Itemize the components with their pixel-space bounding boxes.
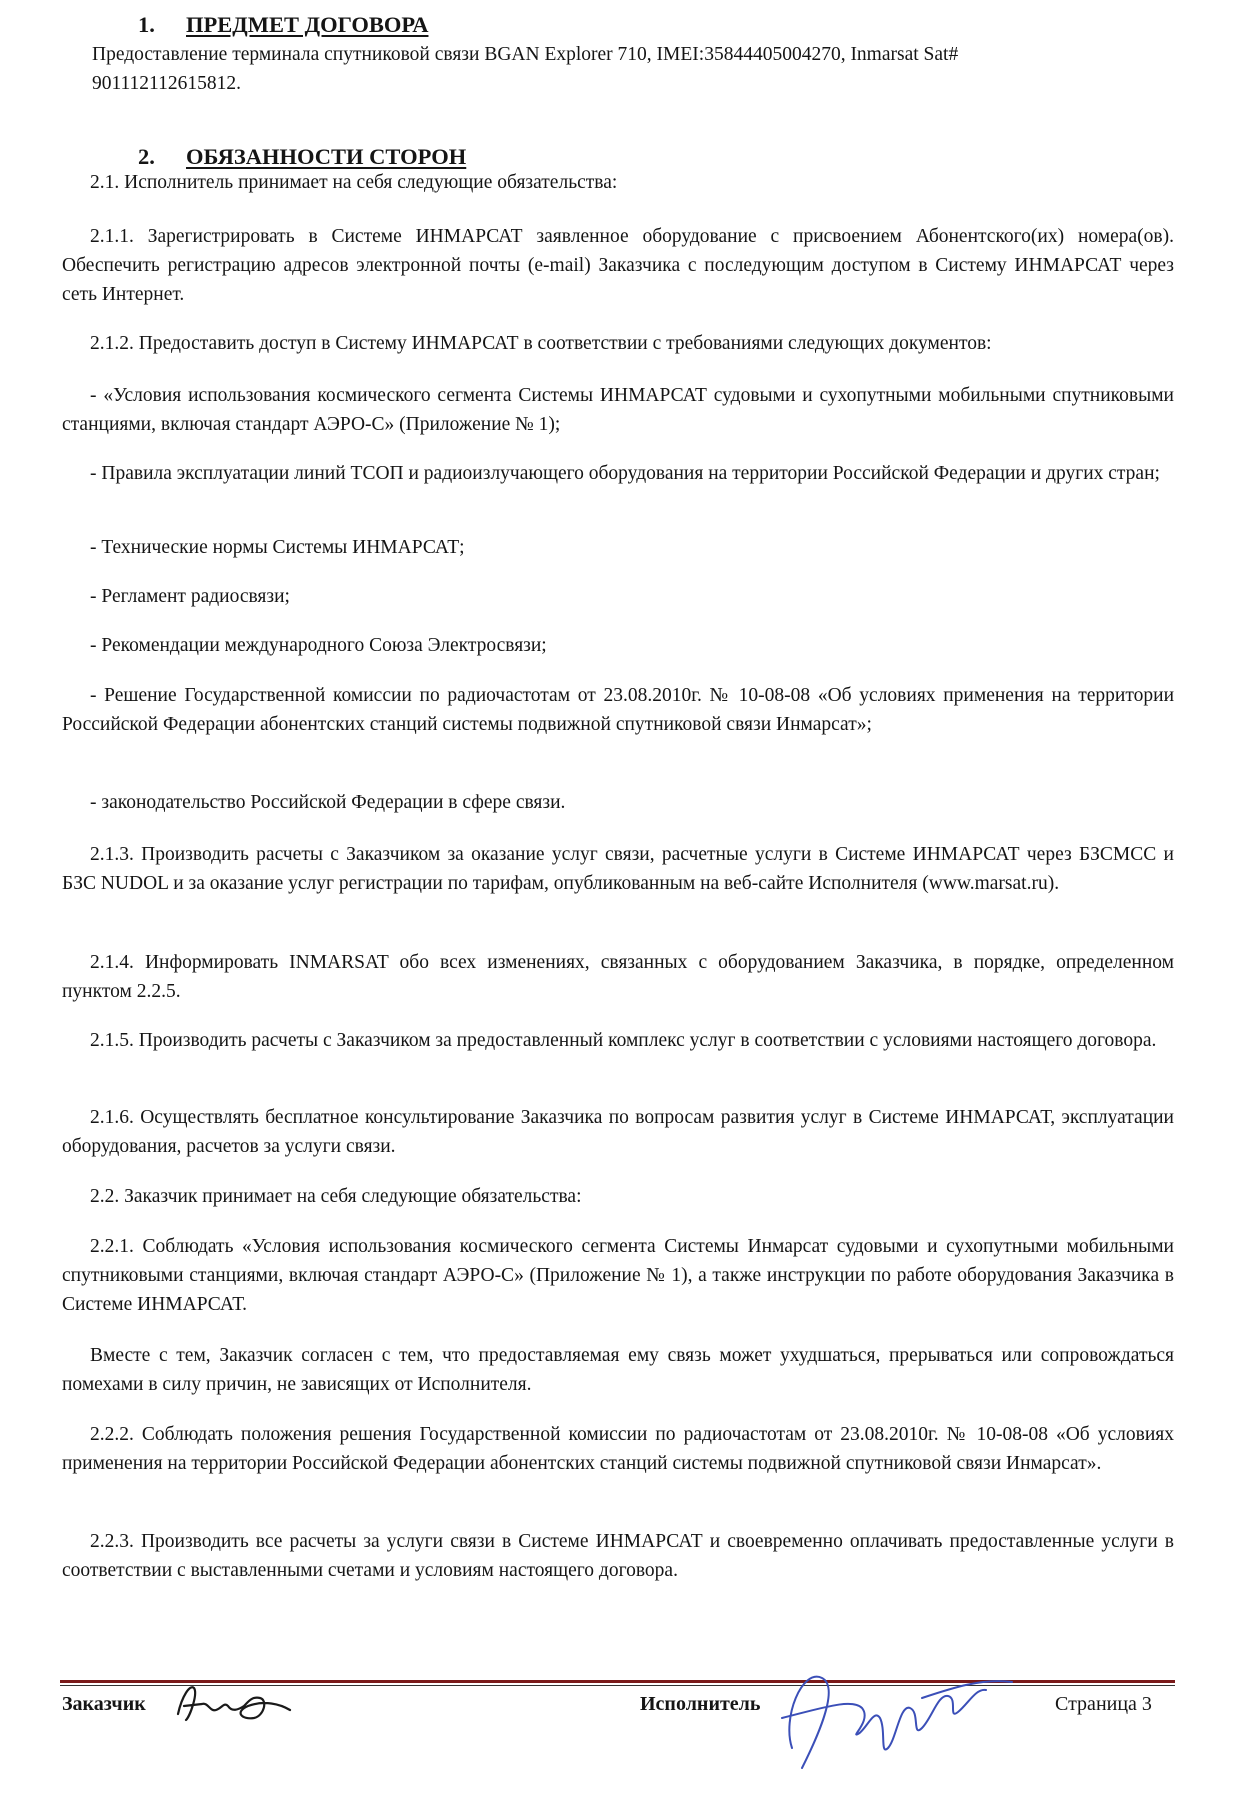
section-1-number: 1. [138,12,155,37]
section-1-title: ПРЕДМЕТ ДОГОВОРА [186,12,429,37]
section-2-title: ОБЯЗАННОСТИ СТОРОН [186,144,467,169]
clause-2-1-6: 2.1.6. Осуществлять бесплатное консультирование Заказчика по вопросам развития услуг в Системе ИНМАРСАТ, эксплуатации оборудования, расчетов за услуги связи. [62,1107,1174,1157]
clause-2-1-5: 2.1.5. Производить расчеты с Заказчиком за предоставленный комплекс услуг в соответствии с условиями настоящего договора. [90,1030,1157,1051]
customer-acknowledgement: Вместе с тем, Заказчик согласен с тем, что предоставляемая ему связь может ухудшаться, прерываться или сопровождаться помехами в силу причин, не зависящих от Исполнителя. [62,1345,1174,1395]
doc-item-6: - Решение Государственной комиссии по радиочастотам от 23.08.2010г. № 10-08-08 «Об условиях применения на территории Российской Федерации абонентских станций системы подвижной спутниковой связи Инмарсат»; [62,685,1174,735]
doc-item-7: - законодательство Российской Федерации в сфере связи. [90,792,566,813]
clause-2-2-2: 2.2.2. Соблюдать положения решения Государственной комиссии по радиочастотам от 23.08.2010г. № 10-08-08 «Об условиях применения на территории Российской Федерации абонентских станций системы подвижной спутниковой связи Инмарсат». [62,1424,1174,1474]
page-number: Страница 3 [1055,1693,1152,1715]
customer-signature [168,1676,308,1736]
doc-item-2: - Правила эксплуатации линий ТСОП и радиоизлучающего оборудования на территории Российской Федерации и других стран; [90,463,1160,484]
section-1-text: Предоставление терминала спутниковой связи BGAN Explorer 710, IMEI:35844405004270, Inmarsat Sat# 901112112615812. [92,44,959,94]
doc-item-5: - Рекомендации международного Союза Электросвязи; [90,635,547,656]
clause-2-2-3: 2.2.3. Производить все расчеты за услуги связи в Системе ИНМАРСАТ и своевременно оплачивать предоставленные услуги в соответствии с выставленными счетами и условиям настоящего договора. [62,1531,1174,1581]
contractor-signature-stroke [782,1677,1012,1768]
clause-2-2: 2.2. Заказчик принимает на себя следующие обязательства: [90,1186,582,1207]
doc-item-1: - «Условия использования космического сегмента Системы ИНМАРСАТ судовыми и сухопутными мобильными спутниковыми станциями, включая стандарт АЭРО-С» (Приложение № 1); [62,385,1174,435]
clause-2-1-3: 2.1.3. Производить расчеты с Заказчиком за оказание услуг связи, расчетные услуги в Системе ИНМАРСАТ через БЗСМСС и БЗС NUDOL и за оказание услуг регистрации по тарифам, опубликованным на веб-сайте Исполнителя (www.marsat.ru). [62,844,1174,894]
clause-2-1-4: 2.1.4. Информировать INMARSAT обо всех изменениях, связанных с оборудованием Заказчика, в порядке, определенном пунктом 2.2.5. [62,952,1174,1002]
clause-2-1: 2.1. Исполнитель принимает на себя следующие обязательства: [90,172,618,193]
section-2-heading [138,144,466,170]
section-2-number: 2. [138,144,155,169]
clause-2-1-1: 2.1.1. Зарегистрировать в Системе ИНМАРСАТ заявленное оборудование с присвоением Абонентского(их) номера(ов). Обеспечить регистрацию адресов электронной почты (e-mail) Заказчика с последующим доступом в Систему ИНМАРСАТ через сеть Интернет. [62,226,1174,305]
doc-item-3: - Технические нормы Системы ИНМАРСАТ; [90,537,465,558]
doc-item-4: - Регламент радиосвязи; [90,586,290,607]
section-1-heading [138,12,428,38]
customer-signature-stroke [178,1687,290,1720]
contractor-signature [762,1638,1022,1788]
clause-2-2-1: 2.2.1. Соблюдать «Условия использования космического сегмента Системы Инмарсат судовыми и сухопутными мобильными спутниковыми станциями, включая стандарт АЭРО-С» (Приложение № 1), а также инструкции по работе оборудования Заказчика в Системе ИНМАРСАТ. [62,1236,1174,1315]
customer-label: Заказчик [62,1693,146,1715]
contractor-label: Исполнитель [640,1693,761,1715]
clause-2-1-2: 2.1.2. Предоставить доступ в Систему ИНМАРСАТ в соответствии с требованиями следующих документов: [90,333,992,354]
